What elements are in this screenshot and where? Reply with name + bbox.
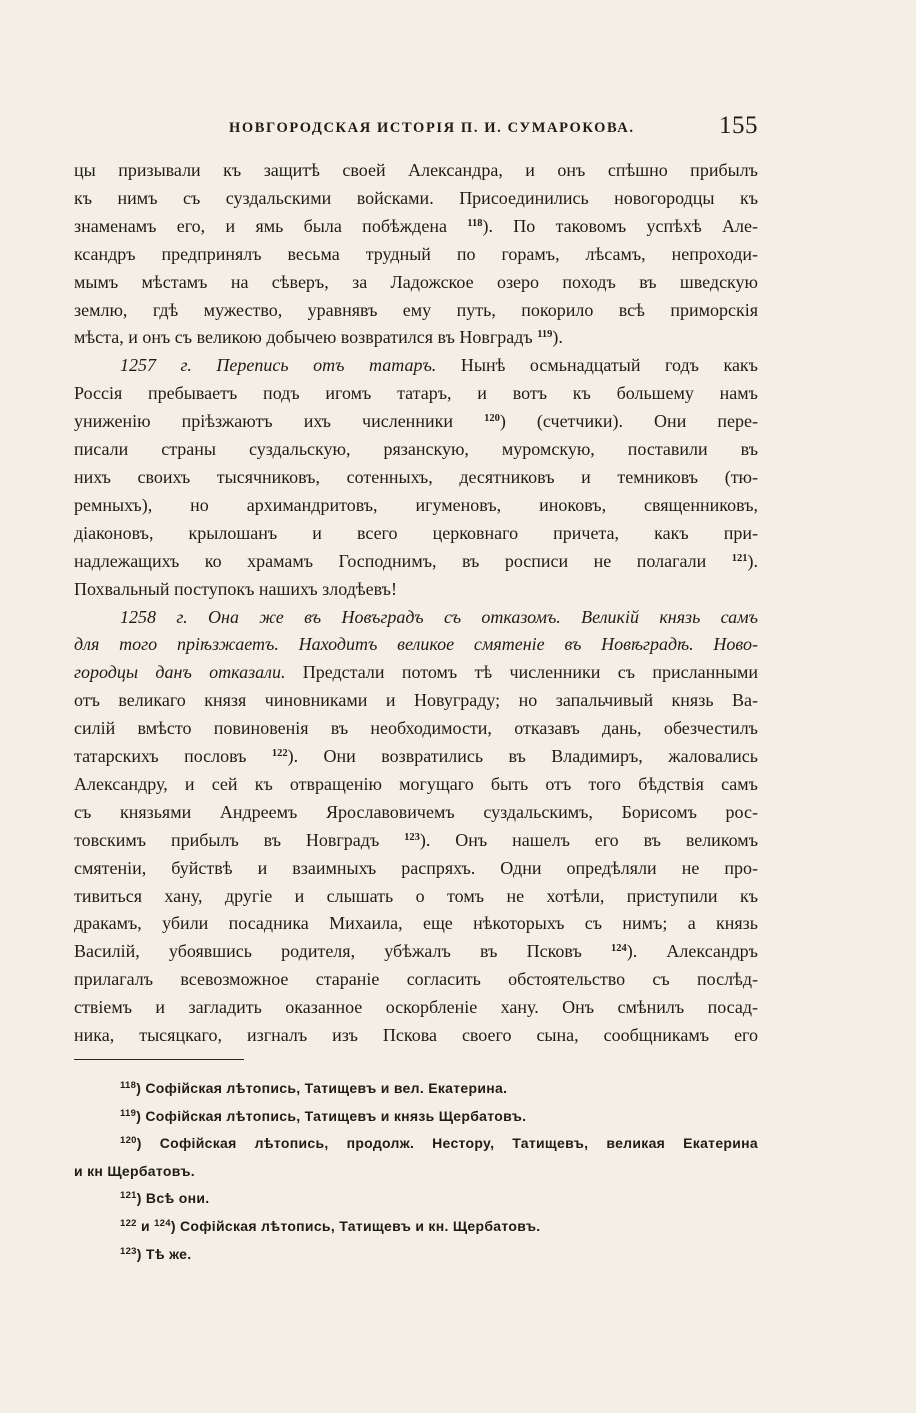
paragraph-1 xyxy=(74,157,758,352)
footnote-divider xyxy=(74,1059,244,1060)
footnote-number: 121 xyxy=(120,1190,137,1202)
footnote-text: ) Софійская лѣтопись, Татищевъ и князь Щербатовъ. xyxy=(136,1107,527,1124)
footnote-joiner: и xyxy=(136,1217,155,1234)
text-line: прилагалъ всевозможное стараніе согласить обстоятельство съ послѣд- xyxy=(74,969,758,990)
text-run: товскимъ прибылъ въ Новградъ xyxy=(74,829,380,850)
text-line xyxy=(74,324,758,352)
text-run: ). Александръ xyxy=(626,941,758,962)
text-run: мѣста, и онъ съ великою добычею возвратился въ Новградъ xyxy=(74,327,533,348)
text-line: ремныхъ), но архимандритовъ, игуменовъ, иноковъ, священниковъ, xyxy=(74,494,758,515)
footnote-number: 122 xyxy=(120,1217,137,1229)
footnote-ref[interactable]: 118 xyxy=(467,217,483,229)
footnote-text: ) Софійская лѣтопись, Татищевъ и кн. Щербатовъ. xyxy=(170,1217,541,1234)
text-run: ). Онъ нашелъ его въ великомъ xyxy=(419,829,759,850)
text-line xyxy=(74,213,758,241)
text-line: отъ великаго князя чиновниками и Новуграду; но запальчивый князь Ва- xyxy=(74,690,758,711)
text-line: цы призывали къ защитѣ своей Александра, и онъ спѣшно прибылъ xyxy=(74,160,758,180)
paragraph-3 xyxy=(74,604,758,1051)
text-run: Нынѣ осмьнадцатый годъ какъ xyxy=(436,355,758,376)
footnote-120-cont: и кн Щербатовъ. xyxy=(74,1162,195,1179)
footnote-119 xyxy=(74,1103,758,1131)
text-run: Предстали потомъ тѣ численники съ присланными xyxy=(285,662,758,683)
footnotes xyxy=(74,1075,758,1268)
section-heading-1258-cont: для того пріѣзжаетъ. Находитъ великое смятеніе въ Новѣградѣ. Ново- xyxy=(74,634,758,655)
section-heading-1258: 1258 г. Она же въ Новъградъ съ отказомъ. Великій князь самъ xyxy=(120,606,758,627)
text-line: ствіемъ и загладить оказанное оскорбленіе хану. Онъ смѣнилъ посад- xyxy=(74,997,758,1018)
text-line xyxy=(74,548,758,576)
text-run: Василій, убоявшись родителя, убѣжалъ въ Псковъ xyxy=(74,941,582,962)
footnote-123 xyxy=(74,1241,758,1269)
text-line: съ князьями Андреемъ Ярославовичемъ суздальскимъ, Борисомъ рос- xyxy=(74,801,758,822)
text-line xyxy=(74,938,758,966)
text-line: тивиться хану, другіе и слышать о томъ не хотѣли, приступили къ xyxy=(74,885,758,906)
text-line xyxy=(74,352,758,380)
running-head xyxy=(74,112,758,144)
text-run: ) (счетчики). Они пере- xyxy=(499,411,759,432)
text-line: смятеніи, буйствѣ и взаимныхъ распряхъ. Одни опредѣляли не про- xyxy=(74,857,758,878)
text-line: ксандръ предпринялъ весьма трудный по горамъ, лѣсамъ, непроходи- xyxy=(74,243,758,264)
footnote-number: 124 xyxy=(154,1217,171,1229)
footnote-ref[interactable]: 122 xyxy=(271,748,288,760)
footnote-ref[interactable]: 124 xyxy=(610,943,627,955)
text-run: униженію пріѣзжаютъ ихъ численники xyxy=(74,411,453,432)
section-heading-1258-end: городцы данъ отказали. xyxy=(74,662,286,683)
text-line: землю, гдѣ мужество, уравнявъ ему путь, покорило всѣ приморскія xyxy=(74,299,758,320)
footnote-number: 119 xyxy=(120,1107,137,1119)
text-line xyxy=(74,408,758,436)
main-text xyxy=(74,157,758,1050)
text-line: діаконовъ, крылошанъ и всего церковнаго причета, какъ при- xyxy=(74,522,758,543)
text-line xyxy=(74,743,758,771)
text-line: Александру, и сей къ отвращенію могущаго быть отъ того бѣдствія самъ xyxy=(74,773,758,794)
text-run: татарскихъ пословъ xyxy=(74,746,247,767)
text-run: ). xyxy=(747,550,758,571)
section-heading-1257: 1257 г. Перепись отъ татаръ. xyxy=(120,355,437,376)
text-run: ). По таковомъ успѣхѣ Але- xyxy=(482,215,759,236)
text-run: знаменамъ его, и ямь была побѣждена xyxy=(74,215,447,236)
text-line: Похвальный поступокъ нашихъ злодѣевъ! xyxy=(74,578,397,599)
footnote-number: 120 xyxy=(120,1135,137,1147)
footnote-ref[interactable]: 121 xyxy=(731,552,748,564)
footnote-number: 123 xyxy=(120,1245,137,1257)
footnote-118 xyxy=(74,1075,758,1103)
footnote-ref[interactable]: 119 xyxy=(537,329,553,341)
text-line: силій вмѣсто повиновенія въ необходимости, отказавъ дань, обезчестилъ xyxy=(74,718,758,739)
footnote-120 xyxy=(74,1130,758,1158)
text-run: надлежащихъ ко храмамъ Господнимъ, въ росписи не полагали xyxy=(74,550,707,571)
footnote-ref[interactable]: 120 xyxy=(484,413,500,425)
paragraph-2 xyxy=(74,352,758,603)
text-line xyxy=(74,659,758,687)
text-line: мымъ мѣстамъ на сѣверъ, за Ладожское озеро походъ въ шведскую xyxy=(74,271,758,292)
footnote-121 xyxy=(74,1185,758,1213)
text-line: къ нимъ съ суздальскими войсками. Присоединились новогородцы къ xyxy=(74,187,758,208)
footnote-text: ) Софійская лѣтопись, продолж. Нестору, Татищевъ, великая Екатерина xyxy=(136,1135,758,1152)
page-number: 155 xyxy=(719,112,758,139)
text-line: ника, тысяцкаго, изгналъ изъ Пскова своего сына, сообщникамъ его xyxy=(74,1025,758,1046)
footnote-122-124 xyxy=(74,1213,758,1241)
footnote-ref[interactable]: 123 xyxy=(404,831,420,843)
footnote-text: ) Тѣ же. xyxy=(136,1245,192,1262)
text-line: Россія пребываетъ подъ игомъ татаръ, и вотъ къ большему намъ xyxy=(74,383,758,404)
text-line xyxy=(74,827,758,855)
text-line: писали страны суздальскую, рязанскую, муромскую, поставили въ xyxy=(74,439,758,460)
footnote-text: ) Софійская лѣтопись, Татищевъ и вел. Екатерина. xyxy=(136,1080,508,1096)
footnote-number: 118 xyxy=(120,1080,137,1091)
text-line: дракамъ, убили посадника Михаила, еще нѣкоторыхъ съ нимъ; а князь xyxy=(74,913,758,934)
text-run: ). Они возвратились въ Владимиръ, жаловались xyxy=(287,746,759,767)
footnote-text: ) Всѣ они. xyxy=(136,1190,210,1207)
text-run: ). xyxy=(552,327,563,348)
running-title: НОВГОРОДСКАЯ ИСТОРІЯ П. И. СУМАРОКОВА. xyxy=(229,120,635,136)
text-line: нихъ своихъ тысячниковъ, сотенныхъ, десятниковъ и темниковъ (тю- xyxy=(74,466,758,487)
